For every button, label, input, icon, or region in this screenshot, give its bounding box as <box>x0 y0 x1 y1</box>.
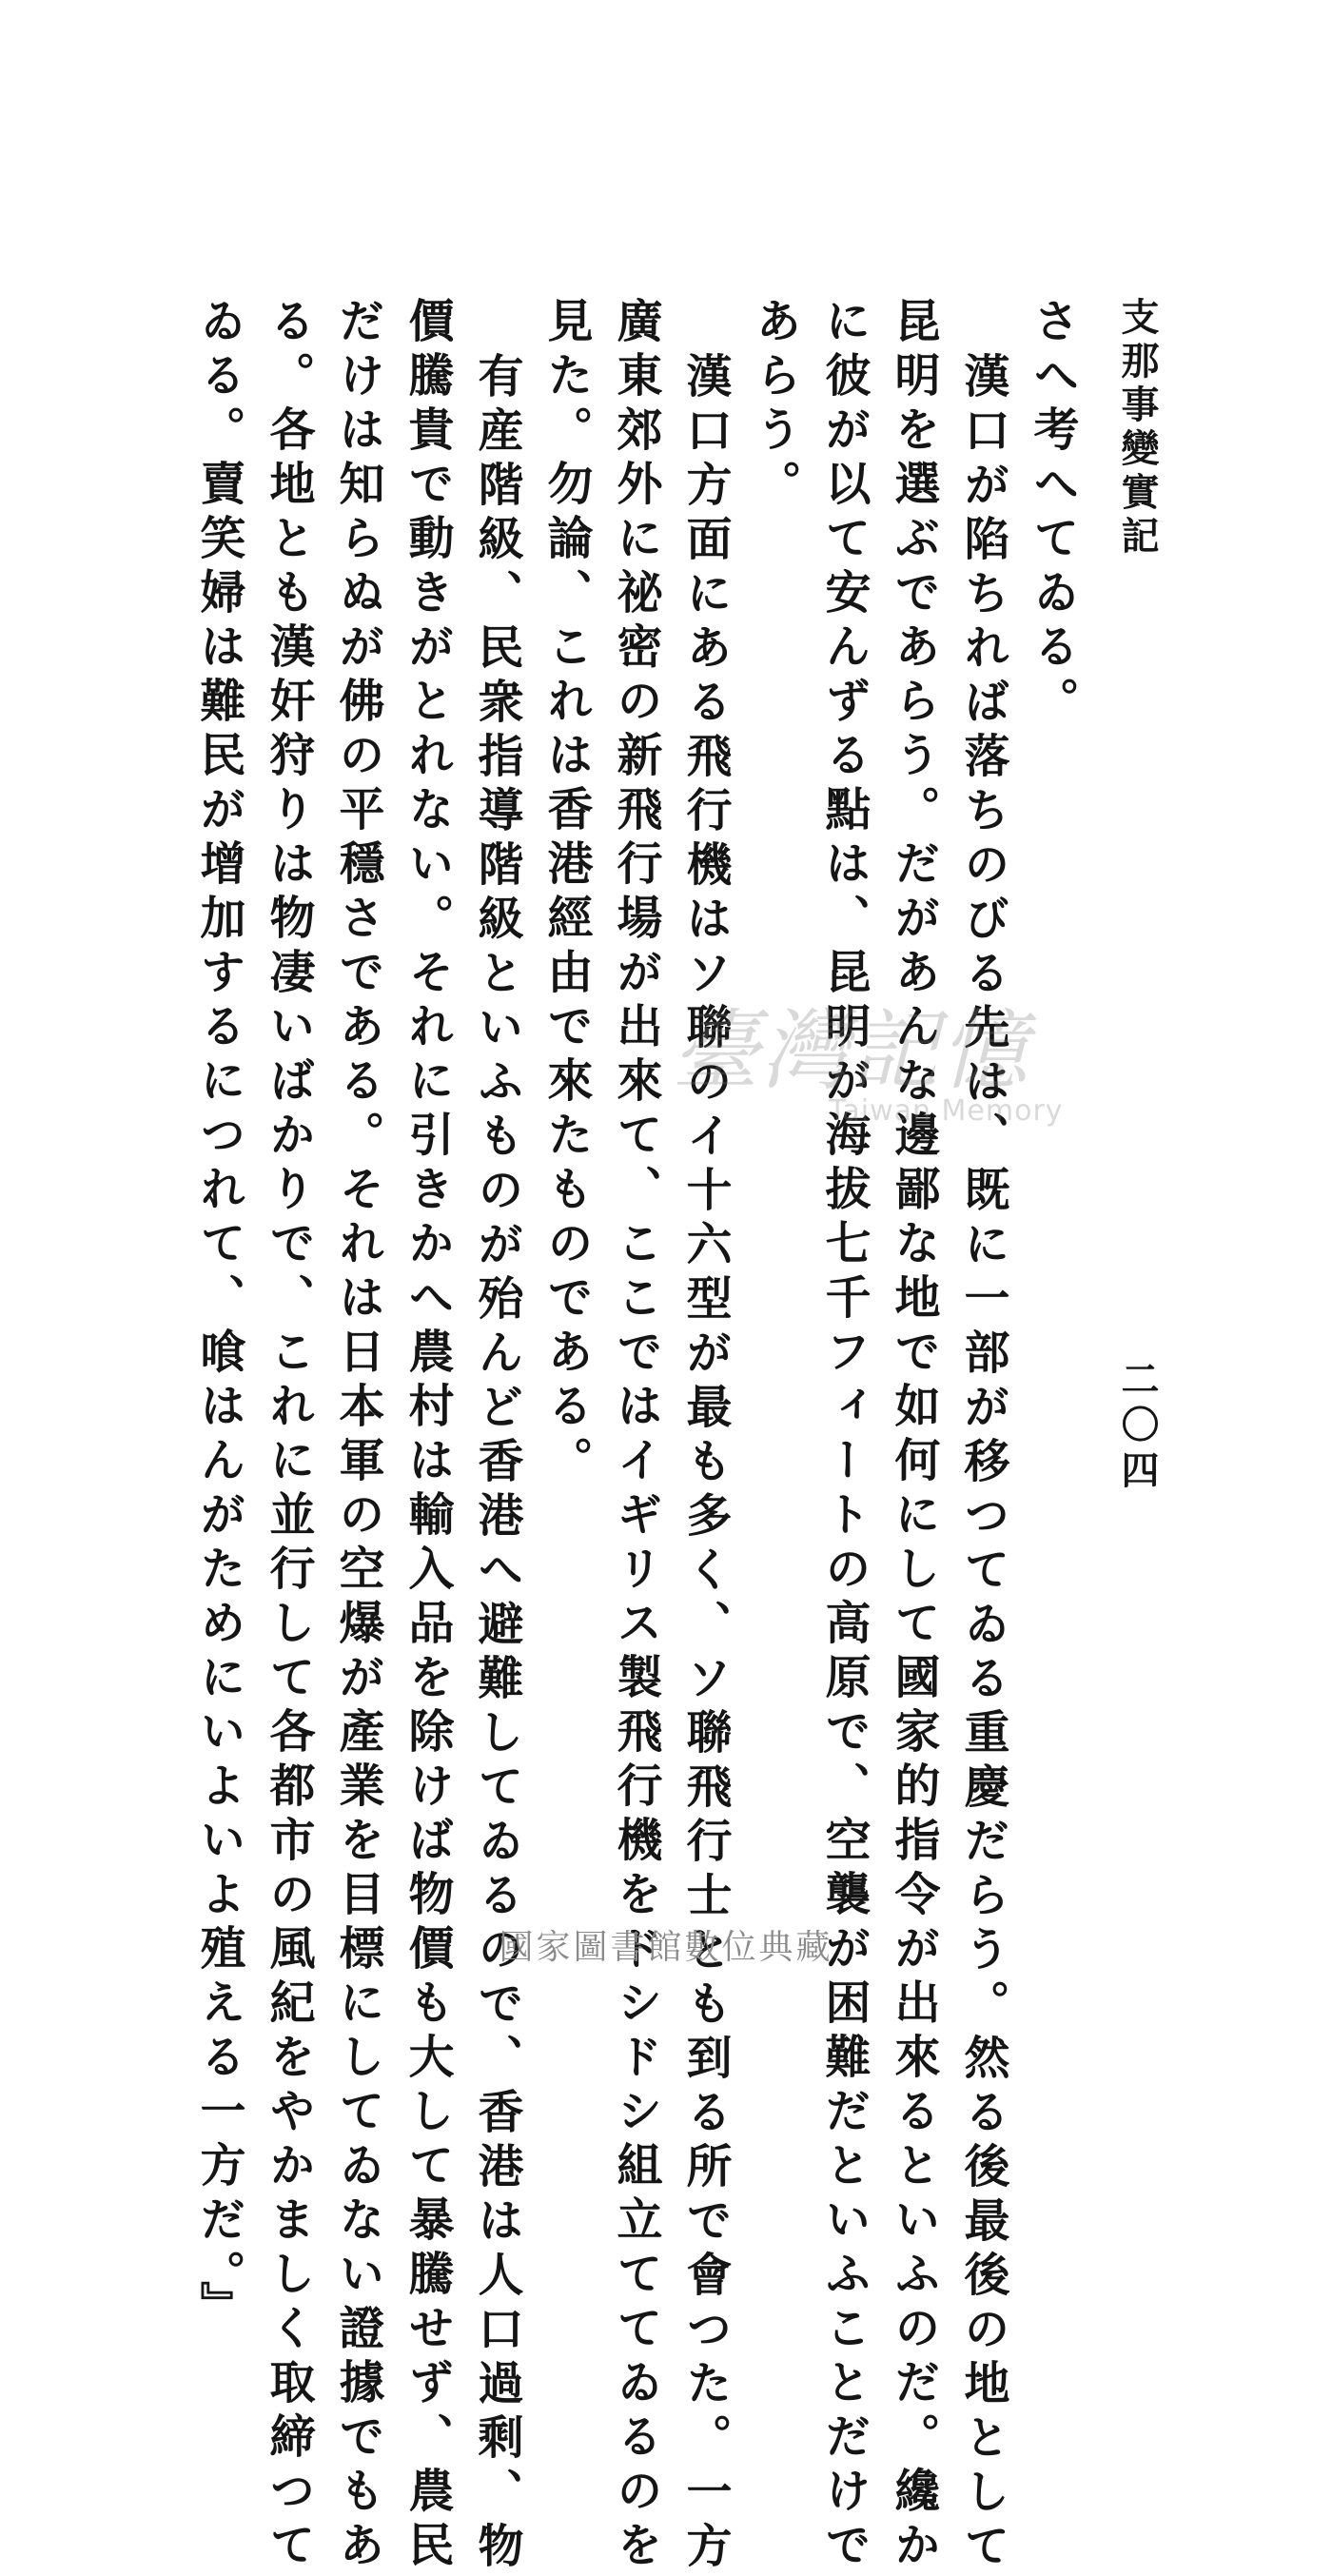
text-line: あらう。 <box>748 297 801 514</box>
watermark-text: 臺灣記憶 <box>672 1000 1030 1102</box>
text-line: に彼が以て安んずる點は、昆明が海拔七千フィートの高原で、空襲が困難だといふことだけで <box>817 297 871 2575</box>
text-line: 昆明を選ぶであらう。だがあんな邊鄙な地で如何にして國家的指令が出來るといふのだ。纔か <box>887 297 940 2575</box>
watermark-subtitle: Taiwan Memory <box>829 1094 1064 1128</box>
text-line: 漢口が陷ちれば落ちのびる先は、既に一部が移つてゐる重慶だらう。然る後最後の地として <box>956 352 1009 2576</box>
text-line: 價騰貴で動きがとれない。それに引きかへ農村は輸入品を除けば物價も大して暴騰せず、農民 <box>401 297 454 2575</box>
text-line: 漢口方面にある飛行機はソ聯のイ十六型が最も多く、ソ聯飛行士とも到る所で會つた。一方 <box>678 352 732 2576</box>
text-line: 見た。勿論、これは香港經由で來たものである。 <box>539 297 593 1490</box>
text-line: る。各地とも漢奸狩りは物凄いばかりで、これに並行して各都市の風紀をやかましく取締つて <box>262 297 315 2575</box>
text-line: 廣東郊外に祕密の新飛行場が出來て、ここではイギリス製飛行機をドシドシ組立ててゐるのを <box>609 297 662 2575</box>
text-line: 有産階級、民衆指導階級といふものが殆んど香港へ避難してゐるので、香港は人口過剩、物 <box>470 352 523 2576</box>
text-line: さへ考へてゐる。 <box>1026 297 1079 731</box>
page-number: 二〇四 <box>1115 1359 1160 1496</box>
text-line: だけは知らぬが佛の平穩さである。それは日本軍の空爆が產業を目標にしてゐない證據でもあ <box>331 297 384 2575</box>
running-title: 支那事變實記 <box>1115 297 1160 560</box>
text-line: ゐる。賣笑婦は難民が增加するにつれて、喰はんがためにいよいよ殖える一方だ。』 <box>192 297 245 2335</box>
footer-label: 國家圖書館數位典藏 <box>499 1928 833 1967</box>
